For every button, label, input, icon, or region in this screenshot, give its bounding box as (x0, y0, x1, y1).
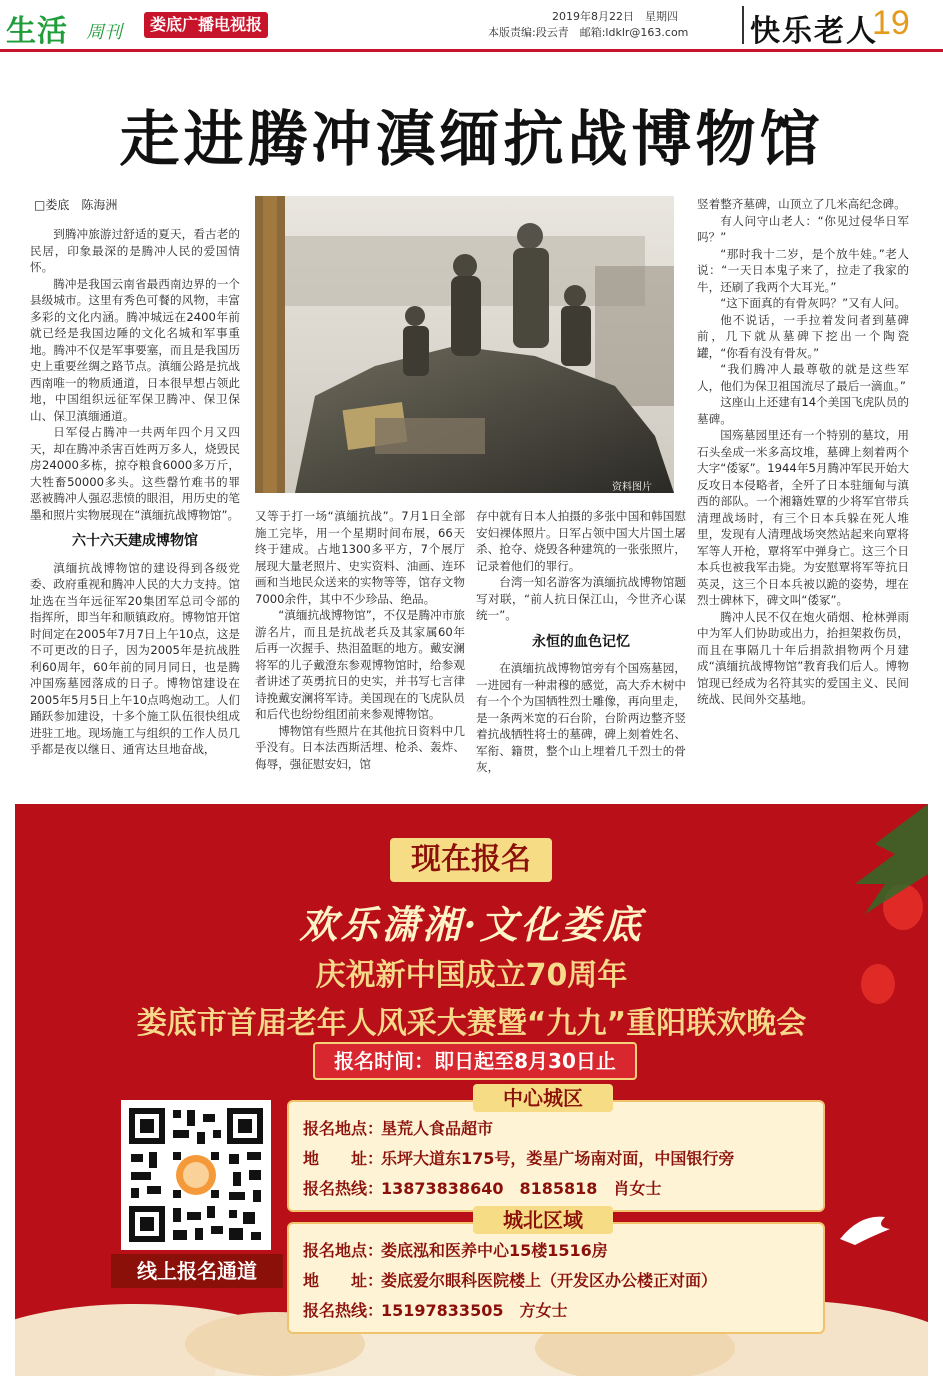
paragraph: 又等于打一场“滇缅抗战”。7月1日全部施工完毕，用一个星期时间布展，66天终于建成。占地1300多平方，7个展厅展现大量老照片、史实资料、油画、连环画和当地民众送来的实物等等，馆存文物7000余件，其中不少珍品、绝品。 (255, 509, 465, 606)
byline: □娄底 陈海洲 (34, 198, 118, 212)
zone-row: 报名热线：15197833505 方女士 (303, 1301, 568, 1320)
zone-row: 地 址：乐坪大道东175号，娄星广场南对面，中国银行旁 (303, 1149, 735, 1168)
brand-sub: 周刊 (86, 22, 122, 43)
paragraph: 日军侵占腾冲一共两年四个月又四天，却在腾冲杀害百姓两万多人，烧毁民房24000多栋，掠夺粮食6000多万斤，大牲畜50000多头。这些罄竹难书的罪恶被腾冲人强忍悲愤的眼泪，用历史的笔墨和照片实物展现在“滇缅抗战博物馆”。 (30, 425, 240, 522)
sculpture-photo-image (255, 196, 674, 493)
media-badge: 娄底广播电视报 (144, 12, 268, 38)
paragraph: 国殇墓园里还有一个特别的墓坟，用石头垒成一米多高坟堆，墓碑上刻着两个大字“倭冢”。1944年5月腾冲军民开始大反攻日本侵略者，全歼了日本驻缅甸与滇西的部队。一个湘籍姓覃的少将军官带兵清理战场时，有三个日本兵躲在死人堆里，发现有人清理战场突然站起来向覃将军等人开枪，覃将军中弹身亡。这三个日本兵也被我军击毙。为安慰覃将军等抗日英灵，这三个日本兵被以跪的姿势，埋在烈士碑林下，碑文叫“倭冢”。 (697, 428, 909, 607)
header-divider (742, 6, 744, 44)
paragraph: 腾冲是我国云南省最西南边界的一个县级城市。这里有秀色可餐的风物，丰富多彩的文化内涵。腾冲城远在2400年前就已经是我国边陲的文化名城和军事重地。腾冲不仅是军事要塞，而且是我国历史上重要丝绸之路节点。滇缅公路是抗战西南唯一的物质通道，日本很早想占领此地，中国组织远征军保卫腾冲、保卫保山、保卫滇缅通道。 (30, 276, 240, 423)
zone-central-tag: 中心城区 (473, 1084, 613, 1112)
event-title: 娄底市首届老年人风采大赛暨“九九”重阳联欢晚会 (136, 1006, 807, 1041)
zone-row: 报名地点：娄底泓和医养中心15楼1516房 (303, 1241, 608, 1260)
qr-caption: 线上报名通道 (111, 1254, 283, 1288)
paragraph: 台湾一知名游客为滇缅抗战博物馆题写对联，“前人抗日保江山，今世齐心谋统一”。 (476, 575, 686, 622)
paragraph: 到腾冲旅游过舒适的夏天，看古老的民居，印象最深的是腾冲人民的爱国情怀。 (30, 227, 240, 274)
zone-row: 地 址：娄底爱尔眼科医院楼上（开发区办公楼正对面） (303, 1271, 718, 1290)
article-title: 走进腾冲滇缅抗战博物馆 (119, 105, 824, 175)
paragraph: 在滇缅抗战博物馆旁有个国殇墓园，一进园有一种肃穆的感觉，高大乔木树中有一个个为国牺牲烈士雕像，再向里走，是一条两米宽的石台阶，台阶两边整齐竖着抗战牺牲将士的墓碑，碑上刻着姓名、军衔、籍贯，整个山上埋着几千烈士的骨灰， (476, 661, 686, 774)
event-subtitle: 庆祝新中国成立70周年 (315, 958, 628, 993)
event-slogan: 欢乐潇湘·文化娄底 (299, 902, 644, 947)
brand-logo: 生活 (6, 14, 68, 49)
paragraph: 滇缅抗战博物馆的建设得到各级党委、政府重视和腾冲人民的大力支持。馆址选在当年远征军20集团军总司令部的指挥所，即当年和顺镇政府。博物馆开馆时间定在2005年7月7日上午10点，这是不可更改的日子，因为2005年是抗战胜利60周年，60年前的同月同日，也是腾冲国殇墓园落成的日子。博物馆建设在2005年5月5日上午10点鸣炮动工。人们踊跃参加建设，十多个施工队伍很快组成进驻工地。现场施工与组织的工作人员几乎都是夜以继日、通宵达旦地奋战， (30, 560, 240, 756)
zone-row: 报名热线：13873838640 8185818 肖女士 (303, 1179, 662, 1198)
paragraph: “这下面真的有骨灰吗？”又有人问。 (720, 296, 907, 310)
paragraph: 存中就有日本人拍摄的多张中国和韩国慰安妇裸体照片。日军占领中国大片国土屠杀、抢夺、烧毁各种建筑的一张张照片，记录着他们的罪行。 (476, 509, 686, 573)
article-column-3 (476, 508, 686, 793)
paragraph: 有人问守山老人：“你见过侵华日军吗？” (697, 213, 909, 244)
paragraph: “我们腾冲人最尊敬的就是这些军人，他们为保卫祖国流尽了最后一滴血。” (697, 362, 909, 393)
article-photo (255, 196, 674, 493)
paragraph: 这座山上还建有14个美国飞虎队员的墓碑。 (697, 395, 909, 426)
qr-code[interactable] (121, 1100, 271, 1250)
zone-north-box (287, 1222, 825, 1334)
event-advertisement (15, 804, 928, 1376)
article-column-2 (255, 508, 465, 793)
zone-north-tag: 城北区域 (473, 1206, 613, 1234)
paragraph: “滇缅抗战博物馆”，不仅是腾冲市旅游名片，而且是抗战老兵及其家属60年后再一次握手、热泪盈眶的地方。戴安澜将军的儿子戴澄东参观博物馆时，给参观者讲述了英勇抗日的史实，并书写七言律诗挽戴安澜将军诗。美国现在的飞虎队员和后代也纷纷组团前来参观博物馆。 (255, 608, 465, 721)
photo-caption: 资料图片 (612, 482, 652, 493)
section-title: 快乐老人 (750, 14, 878, 49)
header-rule (0, 49, 943, 52)
zone-central-box (287, 1100, 825, 1212)
qr-code-icon (121, 1100, 271, 1250)
register-now-badge: 现在报名 (390, 838, 552, 882)
paragraph: 他不说话，一手拉着发问者到墓碑前，几下就从墓碑下挖出一个陶瓷罐，“你看有没有骨灰。” (697, 312, 909, 360)
registration-time: 报名时间：即日起至8月30日止 (313, 1042, 637, 1080)
subheading: 永恒的血色记忆 (532, 633, 630, 650)
paragraph: 腾冲人民不仅在炮火硝烟、枪林弹雨中为军人们协助或出力，抬担架救伤员，而且在事隔几十年后捐款捐物两个月建成“滇缅抗战博物馆”教育我们后人。博物馆现已经成为名符其实的爱国主义、民间统战、民间外交基地。 (697, 609, 909, 706)
page-number: 19 (872, 4, 910, 42)
subheading: 六十六天建成博物馆 (72, 533, 198, 549)
zone-row: 报名地点：垦荒人食品超市 (303, 1119, 494, 1138)
dove-icon (835, 1209, 895, 1249)
paragraph: 博物馆有些照片在其他抗日资料中几乎没有。日本法西斯活埋、枪杀、轰炸、侮辱，强征慰安妇，馆 (255, 723, 465, 771)
paragraph: “那时我十二岁，是个放牛娃。”老人说：“一天日本鬼子来了，拉走了我家的牛，还刷了我两个大耳光。” (697, 246, 909, 294)
article-column-4 (697, 196, 909, 793)
paragraph: 竖着整齐墓碑，山顶立了几米高纪念碑。 (697, 197, 906, 211)
article-column-1 (30, 226, 240, 791)
issue-date: 2019年8月22日 星期四 (552, 10, 678, 23)
editor-info: 本版责编:段云青 邮箱:ldklr@163.com (488, 26, 689, 39)
